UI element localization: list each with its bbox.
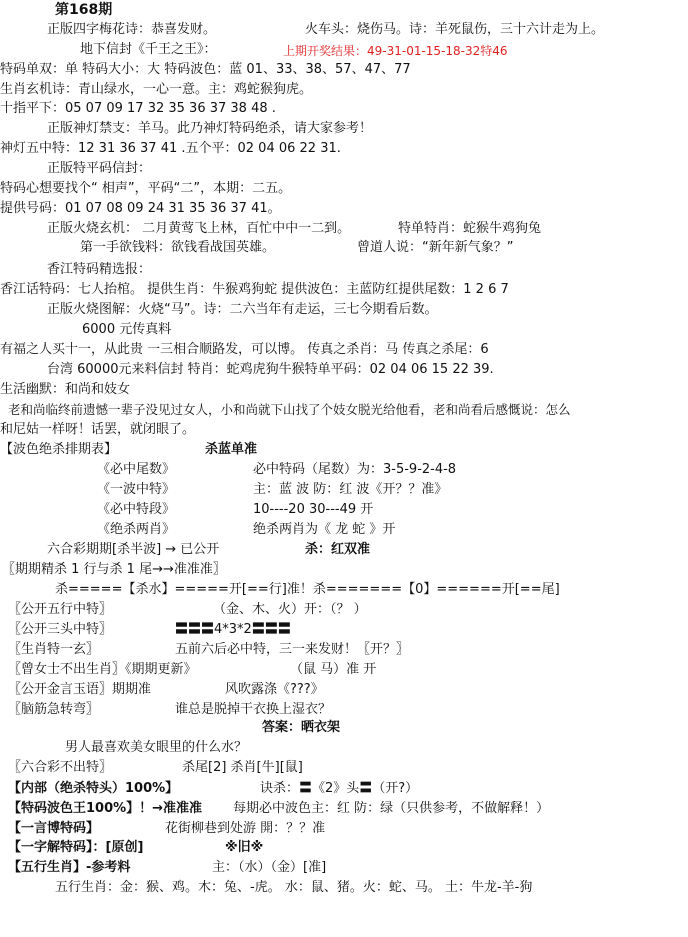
riddle-question: 谁总是脱掉干衣换上湿衣？ [175,702,332,717]
color-king-label: 【特码波色王100%】！→准准准 [8,801,203,816]
riddle-answer: 答案：晒衣架 [262,720,341,735]
one-word-label: 【一言博特码】 [8,821,100,836]
special-attributes: 特码单双：单 特码大小：大 特码波色：蓝 01、33、38、57、47、77 [0,62,411,77]
two-zodiac-label: 《绝杀两肖》 [97,522,176,537]
riddle-label: 〖脑筋急转弯〗 [8,702,100,717]
color-table-title: 【波色绝杀排期表】 [0,442,118,457]
internal-head-label: 【内部（绝杀特头）100%】 [8,781,179,796]
one-char-value: ※旧※ [225,840,264,855]
internal-head-value: 诀杀：〓《2》头〓（开?） [260,781,419,796]
golden-words-label: 〖公开金言玉语〗期期准 [8,682,152,697]
half-wave: 六合彩期期[杀半波] → 已公开 [47,542,220,557]
humor-title: 生活幽默：和尚和妓女 [0,382,131,397]
kill-blue: 杀蓝单准 [205,442,258,457]
tail-value: 必中特码（尾数）为：3-5-9-2-4-8 [253,462,457,477]
bar-right: 〓〓〓 [251,622,291,637]
bar-left: 〓〓〓 [175,622,215,637]
five-zodiac-label: 【五行生肖】-参考料 [8,860,131,875]
kill-water-zero: 杀=====【杀水】=====开[==行]准！杀=======【0】======开[==尾] [55,582,560,597]
five-zodiac-main: 主：（水）（金）[准] [212,860,327,875]
special-hint: 特码心想要找个“ 相声”，平码“二”，本期：二五。 [0,181,292,196]
three-head-value [175,622,291,638]
issue-title: 第168期 [55,2,113,18]
envelope-special: 正版特平码信封： [47,161,152,176]
five-element-value: （金、木、火）开：（？ ） [213,602,367,617]
zodiac-one-label: 〖生肖特一玄〗 [8,642,100,657]
humor-line-1: 老和尚临终前遗憾一辈子没见过女人，小和尚就下山找了个妓女脱光给他看，老和尚看后感慨说：怎么 [8,402,571,417]
lamp-five: 神灯五中特：12 31 36 37 41 .五个平：02 04 06 22 31. [0,141,341,156]
ten-numbers: 十指平下：05 07 09 17 32 35 36 37 38 48 . [0,101,276,116]
fire-diagram: 正版火烧图解：火烧“马”。诗：二六当年有走运，三七今期看后数。 [47,302,438,317]
three-head-label: 〖公开三头中特〗 [8,622,113,637]
zodiac-poem: 生肖玄机诗：青山绿水，一心一意。主：鸡蛇猴狗虎。 [0,82,313,97]
train-head: 火车头：烧伤马。诗：羊死鼠伤，三十六计走为上。 [305,22,605,37]
special-zodiac: 特单特肖：蛇猴牛鸡狗兔 [398,221,542,236]
fax-title: 6000 元传真料 [82,322,172,337]
fax-content: 有福之人买十一，从此贵 一三相合顺路发，可以博。 传真之杀肖：马 传真之杀尾：6 [0,342,489,357]
hk-special: 香江话特码：七人抬棺。 提供生肖：牛猴鸡狗蛇 提供波色：主蓝防红提供尾数：1 2 6 7 [0,282,509,297]
kill-element-tail: 〖期期精杀 1 行与杀 1 尾→→准准准〗 [2,562,226,577]
five-zodiac-list: 五行生肖：金：猴、鸡。木：兔、-虎。 水：鼠、猪。火：蛇、马。 土：牛龙-羊-狗 [55,880,533,895]
no-special-value: 杀尾[2] 杀肖[牛][鼠] [182,760,303,775]
humor-line-2: 和尼姑一样呀！话罢，就闭眼了。 [0,422,196,437]
kill-red: 杀：红双准 [305,542,371,557]
golden-words-value: 风吹露涤《???》 [225,682,324,697]
zeng-says: 曾道人说：“新年新气象？” [357,240,514,255]
lamp-ban: 正版神灯禁支：羊马。此乃神灯特码绝杀，请大家参考！ [47,121,373,136]
tail-label: 《必中尾数》 [97,462,176,477]
zodiac-one-value: 五前六后必中特，三一来发财！〖开？〗 [175,642,410,657]
riddle-two: 男人最喜欢美女眼里的什么水？ [65,740,248,755]
taiwan-envelope: 台湾 60000元来料信封 特肖：蛇鸡虎狗牛猴特单平码：02 04 06 15 22 39. [47,362,494,377]
last-result: 上期开奖结果：49-31-01-15-18-32特46 [283,44,508,58]
one-wave-value: 主：蓝 波 防：红 波《开？？准》 [253,482,448,497]
miss-zeng-label: 〖曾女士不出生肖〗《期期更新》 [8,662,197,677]
one-word-value: 花街柳巷到处游 開：？？准 [165,821,326,836]
first-hand: 第一手欲钱料：欲钱看战国英雄。 [80,240,276,255]
segment-value: 10----20 30---49 开 [253,502,374,517]
head-digits: 4*3*2 [214,622,252,637]
fire-mystery: 正版火烧玄机： 二月黄莺飞上林，百忙中中一二到。 [47,221,351,236]
one-wave-label: 《一波中特》 [97,482,176,497]
provided-numbers: 提供号码：01 07 08 09 24 31 35 36 37 41。 [0,201,281,216]
segment-label: 《必中特段》 [97,502,176,517]
color-king-value: 每期必中波色主：红 防：绿（只供参考，不做解释！） [233,801,550,816]
envelope-title: 地下信封《千王之王》： [80,42,217,57]
five-element-label: 〖公开五行中特〗 [8,602,113,617]
no-special-label: 〖六合彩不出特〗 [8,760,113,775]
one-char-label: 【一字解特码】：[原创] [8,840,144,855]
two-zodiac-value: 绝杀两肖为《 龙 蛇 》开 [253,522,396,537]
hk-select: 香江特码精选报： [47,262,152,277]
plum-poem: 正版四字梅花诗：恭喜发财。 [47,22,217,37]
miss-zeng-value: （鼠 马）准 开 [290,662,377,677]
